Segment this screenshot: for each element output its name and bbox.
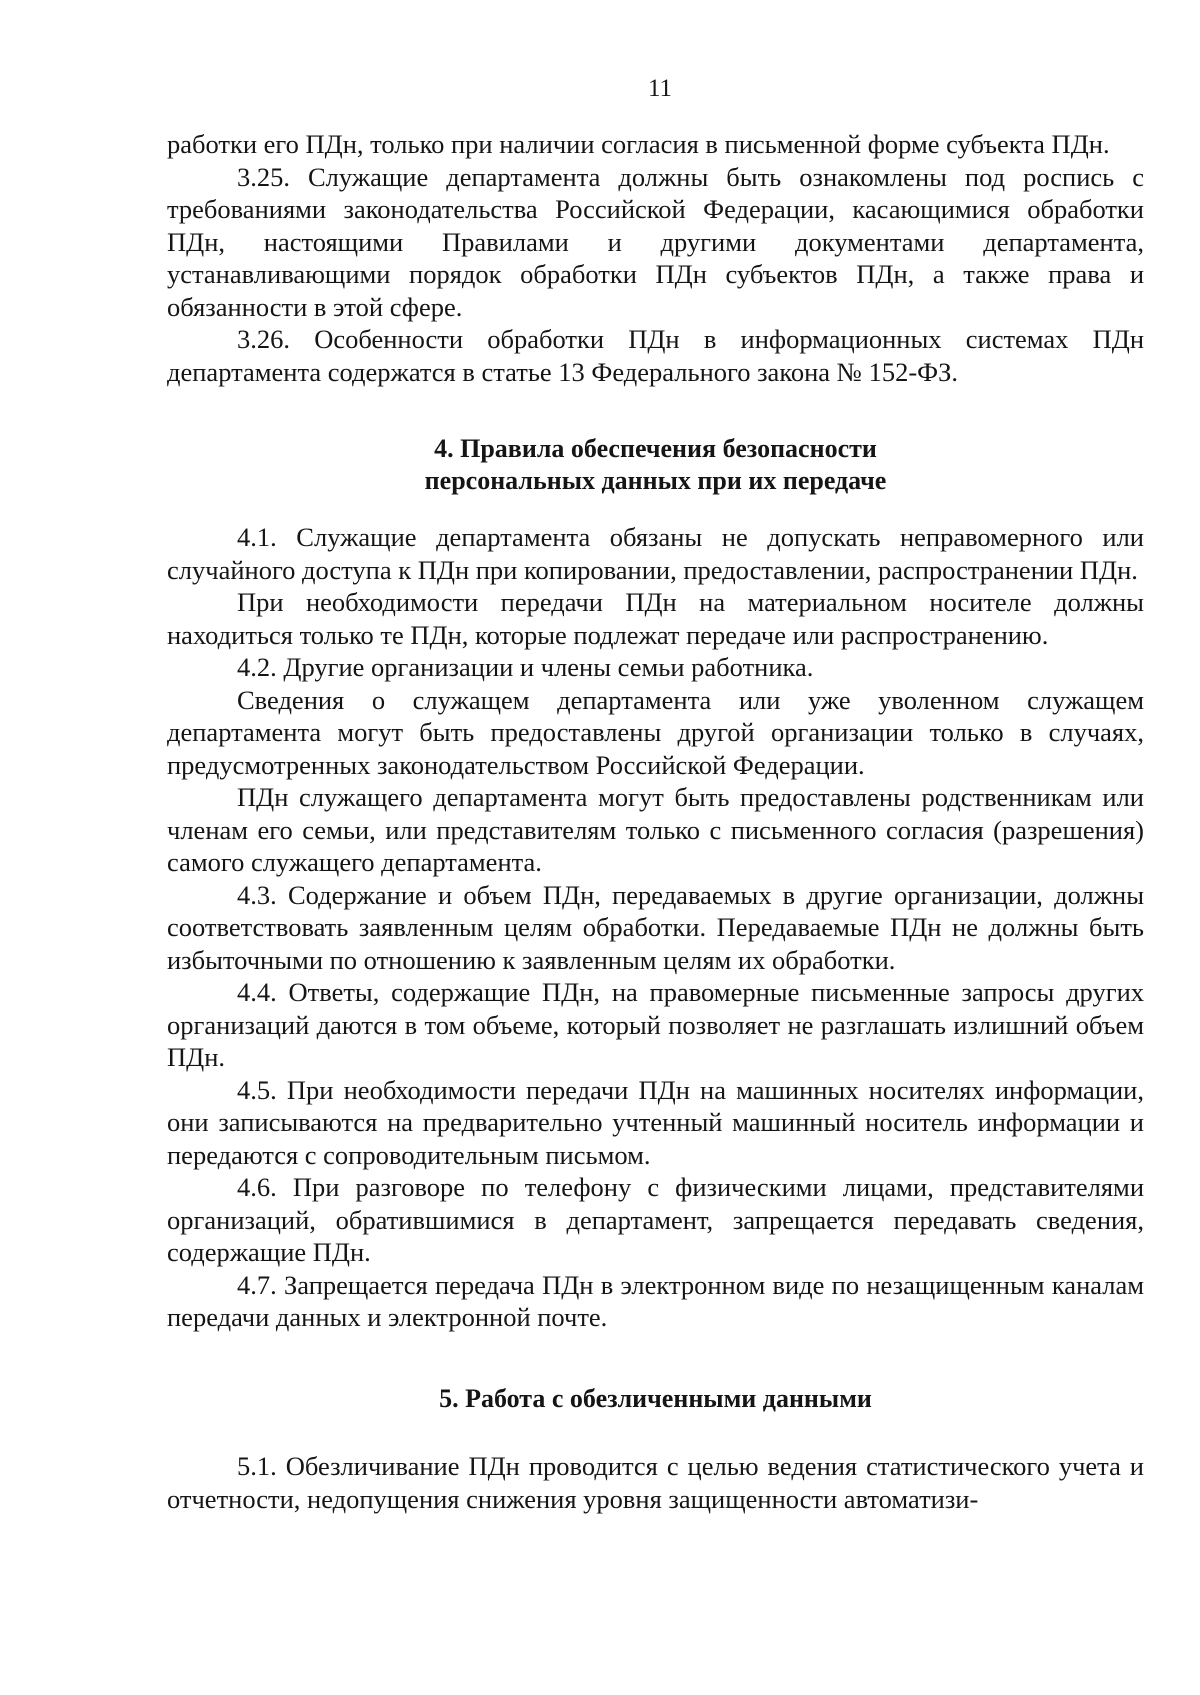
section-5-heading bbox=[167, 1383, 1144, 1415]
paragraph-3-26: 3.26. Особенности обработки ПДн в информационных системах ПДн департамента содержатся в статье 13 Федерального закона № 152-ФЗ. bbox=[167, 324, 1144, 387]
page-number: 11 bbox=[647, 75, 673, 102]
paragraph-4-7: 4.7. Запрещается передача ПДн в электронном виде по незащищенным каналам передачи данных и электронной почте. bbox=[167, 1269, 1144, 1332]
section-5-body bbox=[167, 1450, 1144, 1515]
section-4-body bbox=[167, 521, 1144, 1334]
paragraph-4-1: 4.1. Служащие департамента обязаны не допускать неправомерного или случайного доступа к ПДн при копировании, предоставлении, распространении ПДн. bbox=[167, 522, 1144, 585]
paragraph-4-4: 4.4. Ответы, содержащие ПДн, на правомерные письменные запросы других организаций даются в том объеме, который позволяет не разглашать излишний объем ПДн. bbox=[167, 977, 1144, 1072]
paragraph-4-2-employee-info: Сведения о служащем департамента или уже уволенном служащем департамента могут быть предоставлены другой организации только в случаях, предусмотренных законодательством Российской Федерации. bbox=[167, 684, 1144, 780]
paragraph-4-2-relatives: ПДн служащего департамента могут быть предоставлены родственникам или членам его семьи, или представителям только с письменного согласия (разрешения) самого служащего департамента. bbox=[167, 782, 1144, 877]
section-4-heading bbox=[167, 433, 1144, 497]
section-4-heading-line2: персональных данных при их передаче bbox=[424, 466, 887, 495]
paragraph-4-6: 4.6. При разговоре по телефону с физическими лицами, представителями организаций, обратившимися в департамент, запрещается передавать сведения, содержащие ПДн. bbox=[167, 1172, 1144, 1267]
section-3-continuation bbox=[167, 128, 1144, 388]
paragraph-4-1-material-carrier: При необходимости передачи ПДн на материальном носителе должны находиться только те ПДн, которые подлежат передаче или распространению. bbox=[167, 587, 1144, 650]
section-4-heading-line1: 4. Правила обеспечения безопасности bbox=[434, 434, 877, 463]
paragraph-4-5: 4.5. При необходимости передачи ПДн на машинных носителях информации, они записываются на предварительно учтенный машинный носитель информации и передаются с сопроводительным письмом. bbox=[167, 1074, 1144, 1170]
section-5-heading-title: 5. Работа с обезличенными данными bbox=[439, 1384, 872, 1413]
paragraph-5-1: 5.1. Обезличивание ПДн проводится с целью ведения статистического учета и отчетности, недопущения снижения уровня защищенности автоматизи- bbox=[167, 1451, 1144, 1514]
paragraph-4-2: 4.2. Другие организации и члены семьи работника. bbox=[237, 652, 814, 682]
paragraph-continuation: работки его ПДн, только при наличии согласия в письменной форме субъекта ПДн. bbox=[167, 129, 1110, 159]
paragraph-4-3: 4.3. Содержание и объем ПДн, передаваемых в другие организации, должны соответствовать заявленным целям обработки. Передаваемые ПДн не должны быть избыточными по отношению к заявленным целям их обработки. bbox=[167, 879, 1144, 975]
paragraph-3-25: 3.25. Служащие департамента должны быть ознакомлены под роспись с требованиями законодательства Российской Федерации, касающимися обработки ПДн, настоящими Правилами и другими документами департамента, устанавливающими порядок обработки ПДн субъектов ПДн, а также права и обязанности в этой сфере. bbox=[167, 161, 1144, 322]
